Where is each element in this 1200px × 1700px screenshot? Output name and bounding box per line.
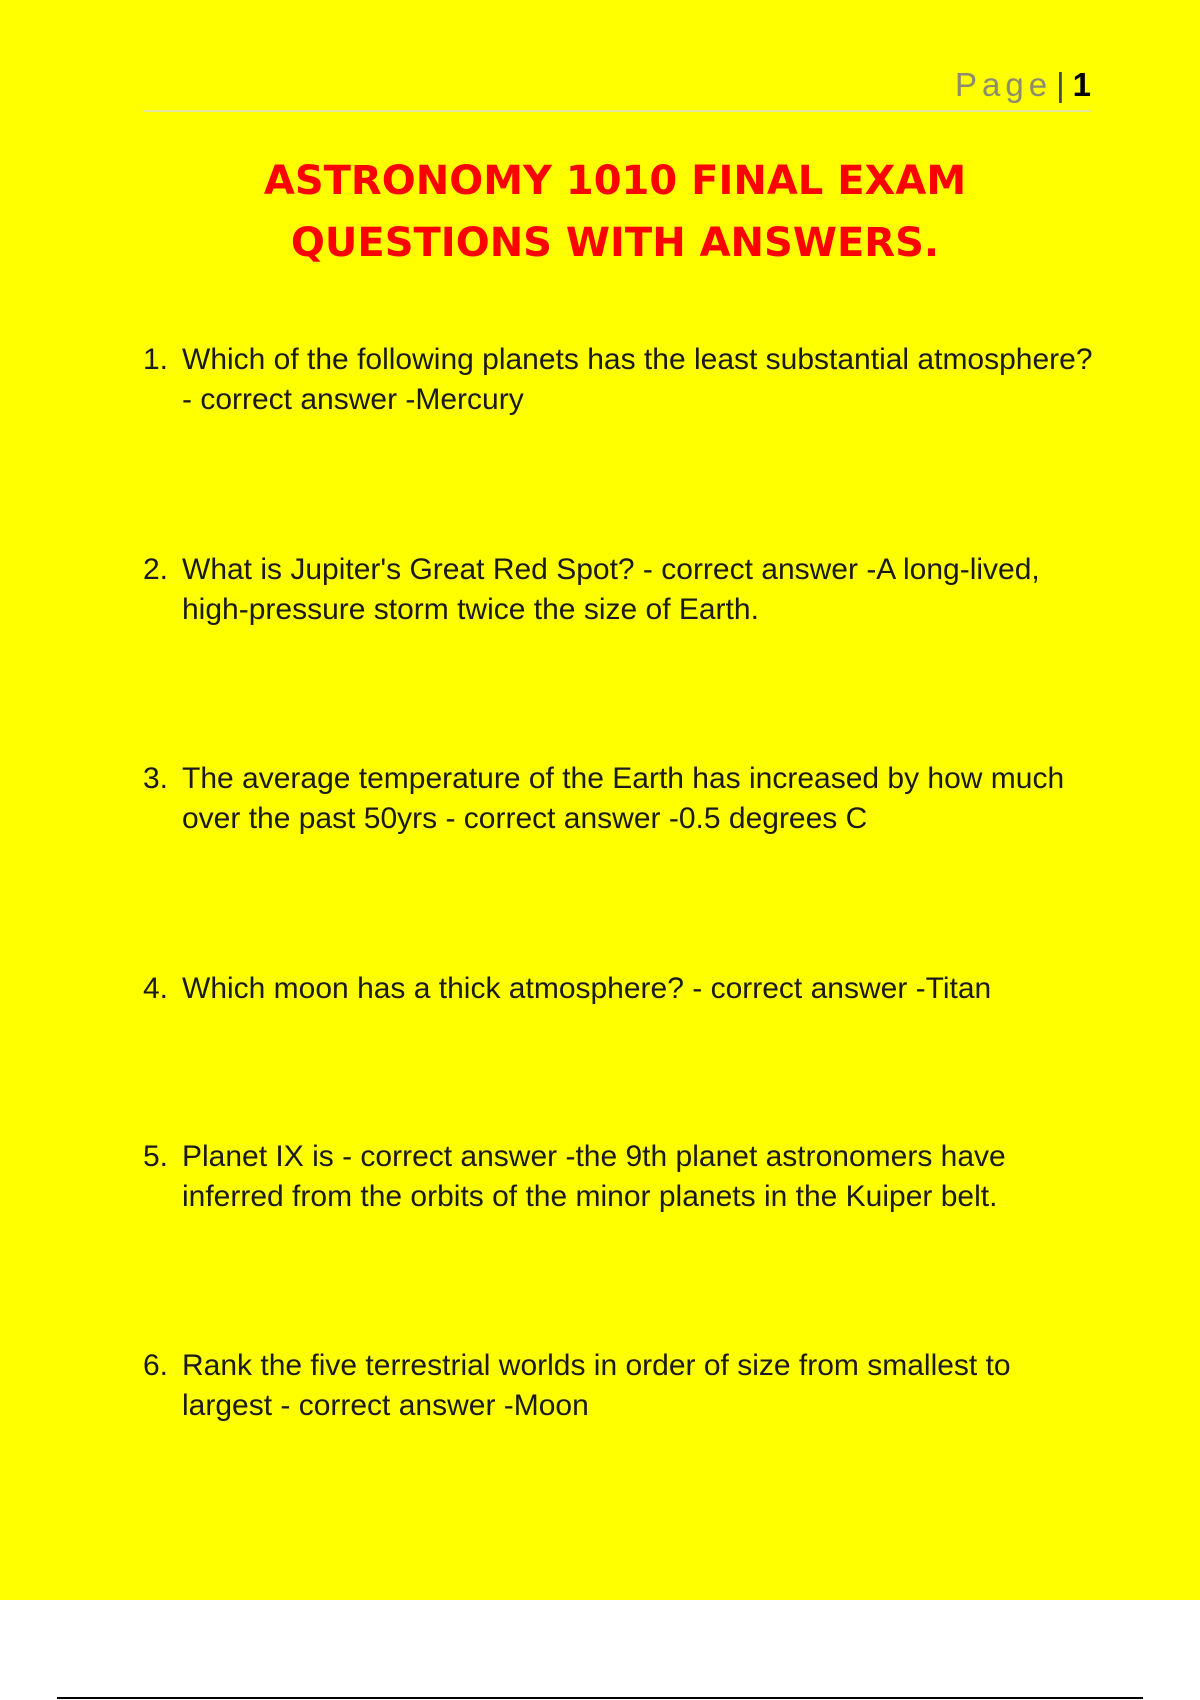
title-line-1: ASTRONOMY 1010 FINAL EXAM <box>263 158 967 204</box>
question-number: 3. <box>143 762 169 795</box>
question-number: 1. <box>143 343 169 376</box>
page-label: Page <box>954 66 1053 103</box>
document-title <box>150 150 1080 274</box>
question-item-3 <box>143 759 1103 839</box>
question-item-2 <box>143 550 1103 630</box>
page-number: 1 <box>1072 66 1091 103</box>
question-text: What is Jupiter's Great Red Spot? - correct answer -A long-lived, high-pressure storm twice the size of Earth. <box>182 553 1040 626</box>
question-item-6 <box>143 1346 1103 1426</box>
footer-rule <box>57 1697 1143 1699</box>
question-text: The average temperature of the Earth has increased by how much over the past 50yrs - correct answer -0.5 degrees C <box>182 762 1065 835</box>
page-separator: | <box>1056 66 1065 103</box>
question-item-1 <box>143 340 1103 420</box>
question-number: 4. <box>143 972 169 1005</box>
question-item-5 <box>143 1137 1103 1217</box>
question-text: Planet IX is - correct answer -the 9th planet astronomers have inferred from the orbits of the minor planets in the Kuiper belt. <box>182 1140 1006 1213</box>
question-text: Which moon has a thick atmosphere? - correct answer -Titan <box>182 972 992 1005</box>
question-text: Which of the following planets has the least substantial atmosphere? - correct answer -Mercury <box>182 343 1093 416</box>
question-text: Rank the five terrestrial worlds in order of size from smallest to largest - correct answer -Moon <box>182 1349 1011 1422</box>
question-number: 2. <box>143 553 169 586</box>
page-header <box>143 66 1091 112</box>
title-line-2: QUESTIONS WITH ANSWERS. <box>290 220 940 266</box>
question-item-4 <box>143 969 1103 1009</box>
question-number: 6. <box>143 1349 169 1382</box>
question-number: 5. <box>143 1140 169 1173</box>
